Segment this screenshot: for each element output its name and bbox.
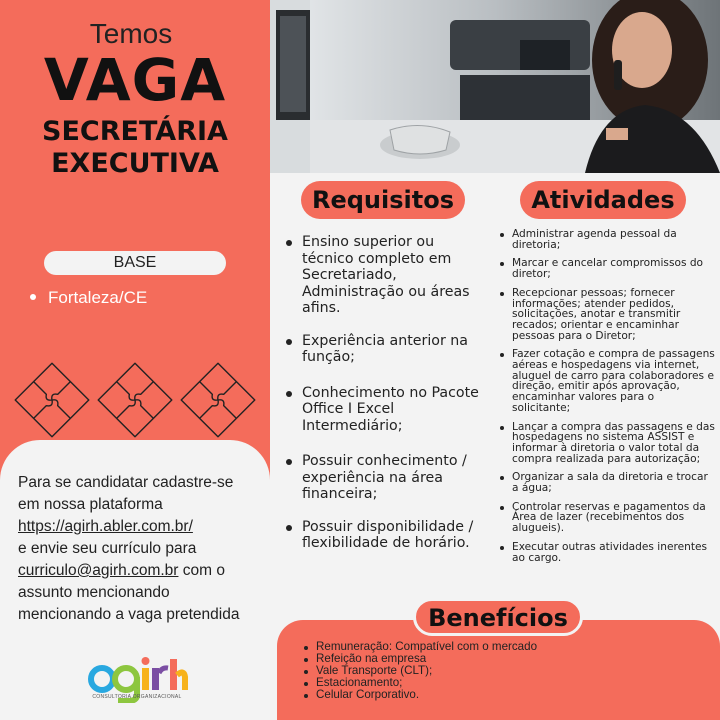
beneficios-list	[302, 641, 702, 701]
apply-line-tail: com o	[178, 562, 225, 579]
apply-line: assunto mencionando	[18, 584, 170, 601]
apply-line	[18, 560, 268, 582]
logo-subtitle: CONSULTORIA ORGANIZACIONAL	[92, 694, 182, 700]
list-item: Marcar e cancelar compromissos do diretor;	[500, 258, 715, 279]
base-location-item	[30, 288, 147, 308]
puzzle-icon	[98, 363, 172, 437]
title-vaga: VAGA	[43, 46, 227, 114]
office-photo	[270, 0, 720, 173]
base-label: BASE	[44, 251, 226, 275]
list-item: Estacionamento;	[302, 677, 702, 689]
list-item: Executar outras atividades inerentes ao cargo.	[500, 542, 715, 563]
apply-line: mencionando a vaga pretendida	[18, 606, 240, 623]
job-title	[0, 116, 270, 180]
puzzle-icon	[15, 363, 89, 437]
apply-line: Para se candidatar cadastre-se	[18, 474, 234, 491]
title-temos: Temos	[89, 18, 173, 49]
email-link[interactable]: curriculo@agirh.com.br	[18, 562, 179, 579]
apply-instructions	[18, 472, 268, 626]
atividades-list	[500, 229, 715, 563]
list-item: Organizar a sala da diretoria e trocar a água;	[500, 472, 715, 493]
bullet-icon	[30, 294, 36, 300]
puzzle-icons	[10, 355, 260, 445]
list-item: Fazer cotação e compra de passagens aéreas e hospedagens via internet, aluguel de carro para colaboradores e direção, emitir após aprovação, encaminhar valores para o solicitante;	[500, 349, 715, 413]
list-item: Administrar agenda pessoal da diretoria;	[500, 229, 715, 250]
list-item: Ensino superior ou técnico completo em Secretariado, Administração ou áreas afins.	[286, 234, 486, 317]
list-item: Lançar a compra das passagens e das hospedagens no sistema ASSIST e informar à diretoria o valor total da compra realizada para autorização;	[500, 422, 715, 465]
list-item: Possuir conhecimento / experiência na área financeira;	[286, 453, 486, 503]
list-item: Conhecimento no Pacote Office I Excel Intermediário;	[286, 385, 486, 435]
list-item: Remuneração: Compatível com o mercado	[302, 641, 702, 653]
list-item: Refeição na empresa	[302, 653, 702, 665]
apply-line: em nossa plataforma	[18, 496, 163, 513]
list-item: Celular Corporativo.	[302, 689, 702, 701]
list-item: Vale Transporte (CLT);	[302, 665, 702, 677]
puzzle-icon	[181, 363, 255, 437]
list-item: Controlar reservas e pagamentos da Área de lazer (recebimentos dos alugueis).	[500, 502, 715, 534]
atividades-heading: Atividades	[520, 181, 686, 219]
requisitos-heading: Requisitos	[301, 181, 465, 219]
requisitos-list	[286, 234, 486, 552]
apply-line: e envie seu currículo para	[18, 540, 197, 557]
job-title-line2: EXECUTIVA	[51, 148, 219, 179]
platform-link[interactable]: https://agirh.abler.com.br/	[18, 518, 193, 535]
list-item: Possuir disponibilidade / flexibilidade de horário.	[286, 519, 486, 552]
list-item: Recepcionar pessoas; fornecer informações; atender pedidos, solicitações, anotar e transmitir recados; orientar e encaminhar pessoas para o Diretor;	[500, 288, 715, 342]
list-item: Experiência anterior na função;	[286, 333, 486, 366]
job-title-line1: SECRETÁRIA	[42, 116, 228, 147]
base-location: Fortaleza/CE	[48, 288, 148, 307]
beneficios-heading: Benefícios	[413, 598, 583, 636]
